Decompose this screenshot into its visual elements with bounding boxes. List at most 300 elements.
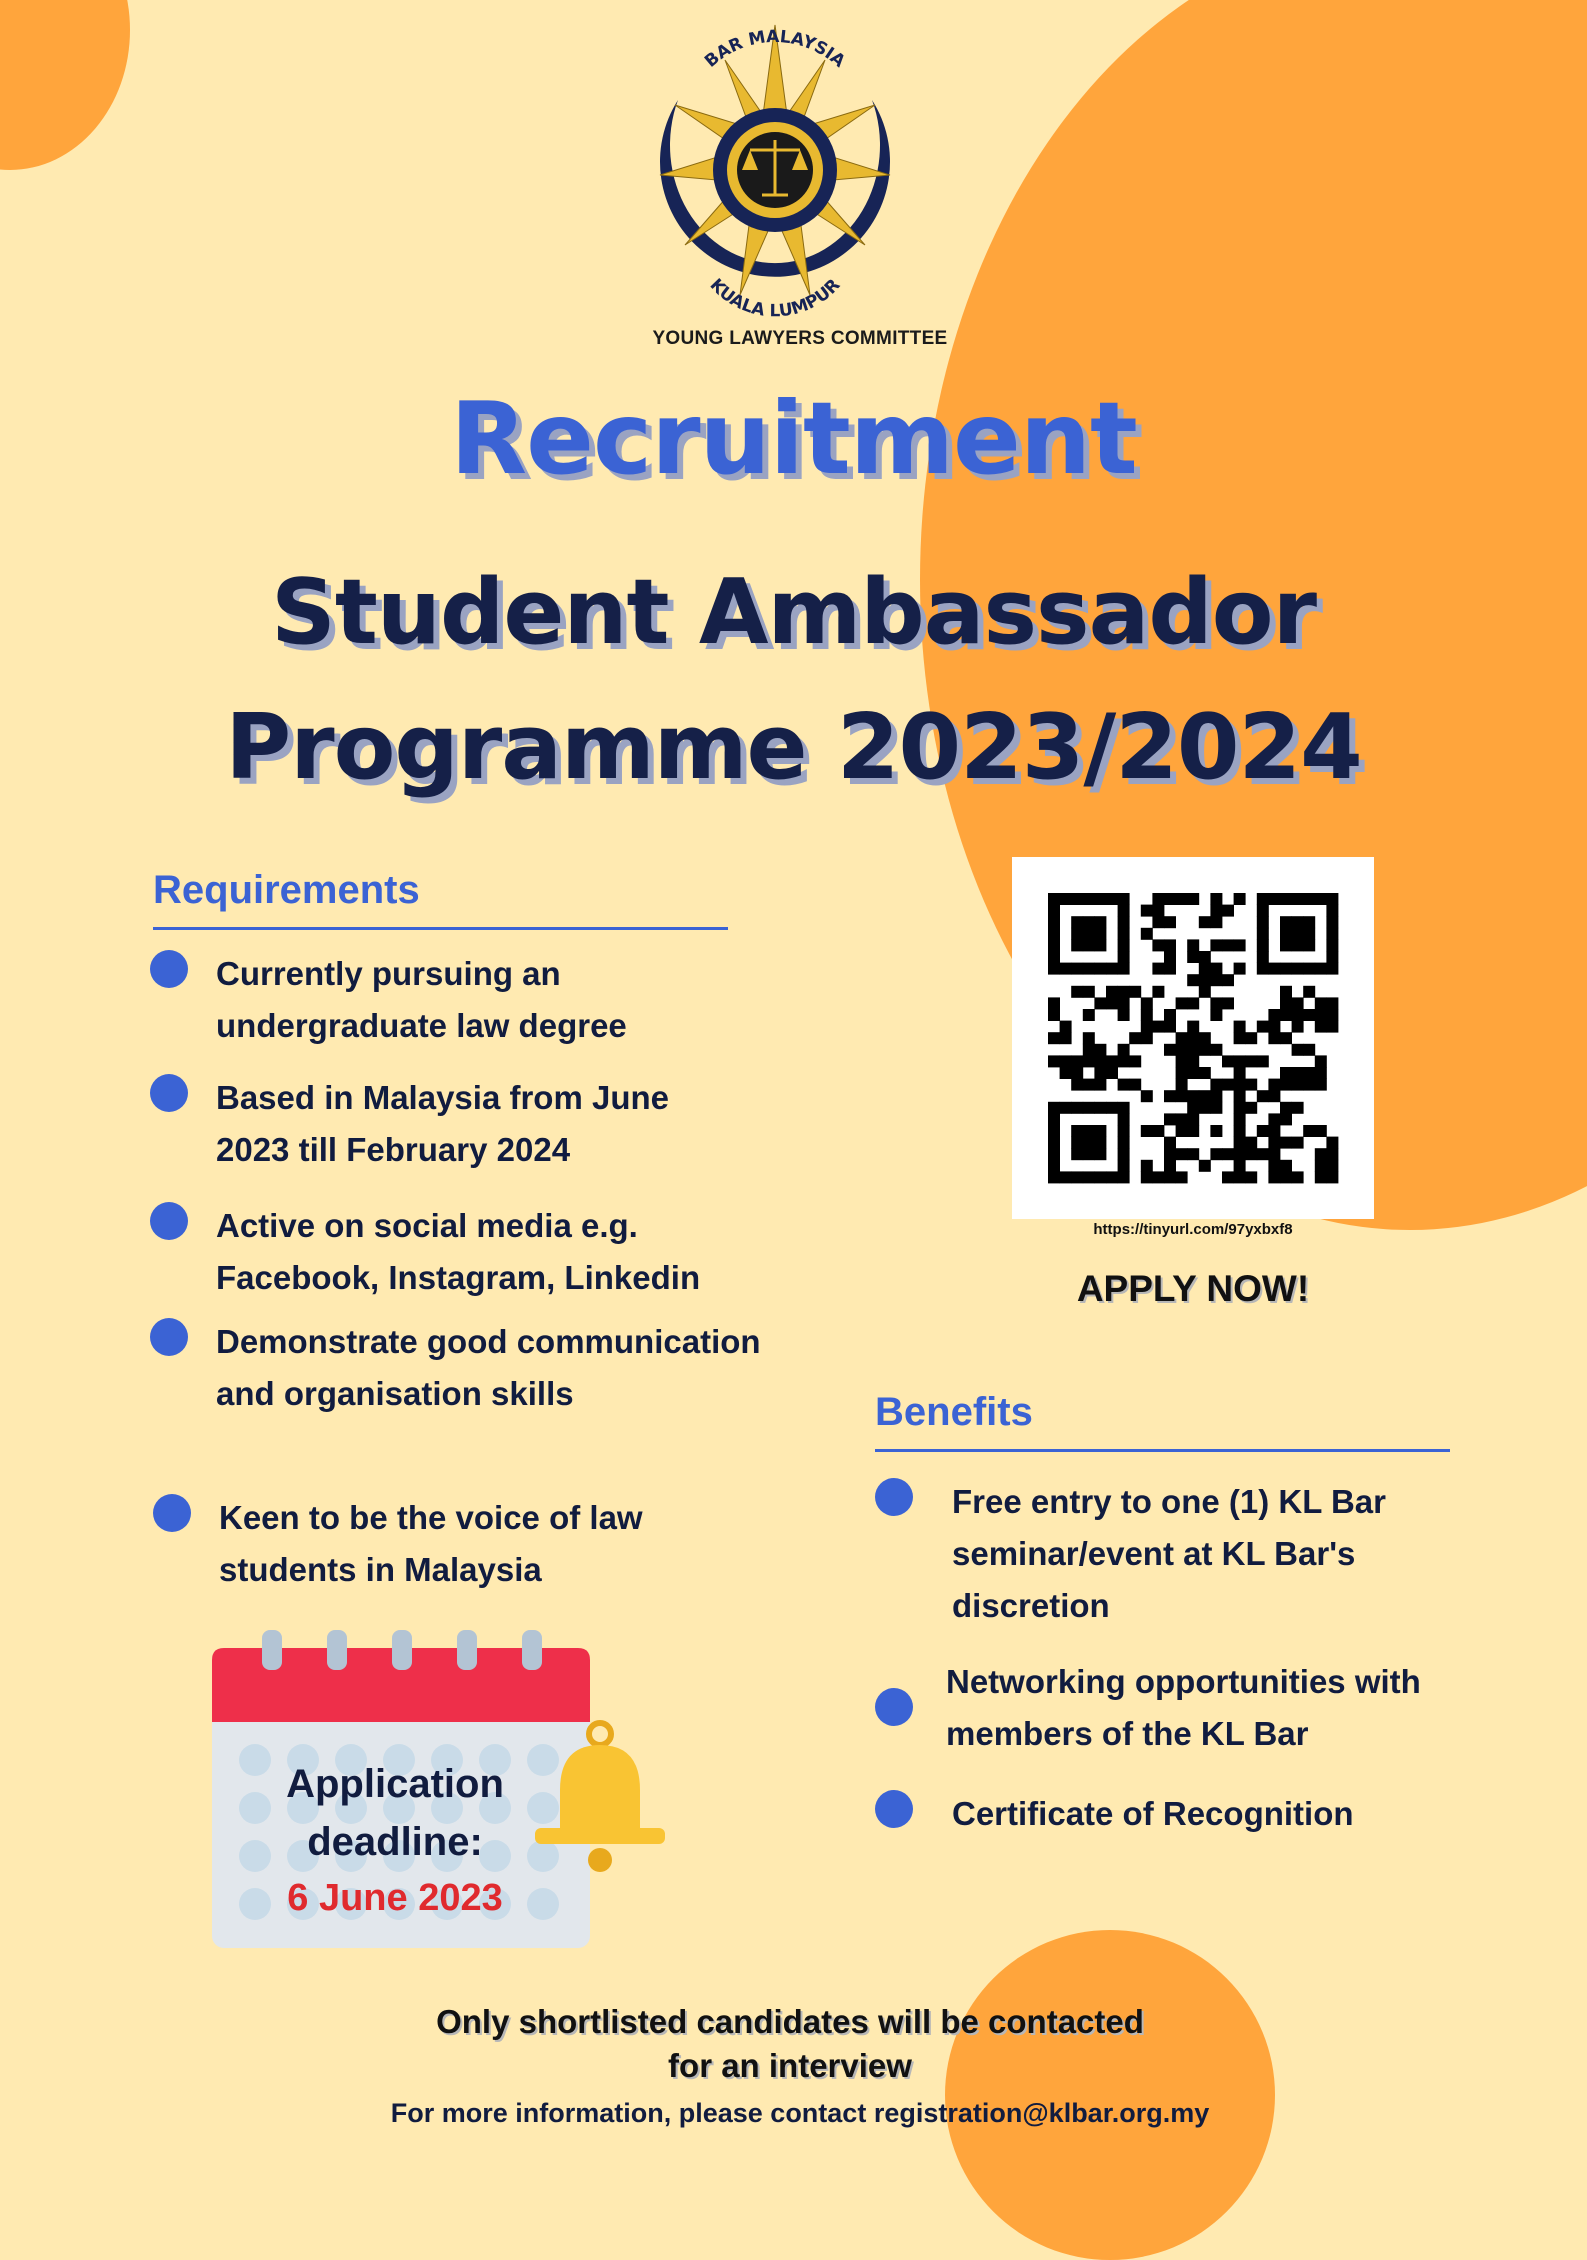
qr-module (1118, 1137, 1130, 1149)
qr-module (1326, 916, 1338, 928)
qr-module (1234, 1160, 1246, 1172)
qr-module (1083, 1009, 1095, 1021)
qr-module (1257, 928, 1269, 940)
qr-module (1280, 1160, 1292, 1172)
qr-module (1118, 1079, 1130, 1091)
qr-module (1094, 1079, 1106, 1091)
qr-module (1152, 1125, 1164, 1137)
qr-module (1083, 1044, 1095, 1056)
qr-module (1164, 939, 1176, 951)
qr-module (1234, 1113, 1246, 1125)
qr-module (1083, 1125, 1095, 1137)
qr-module (1048, 916, 1060, 928)
qr-module (1268, 1113, 1280, 1125)
qr-module (1083, 1055, 1095, 1067)
qr-module (1152, 905, 1164, 917)
qr-module (1199, 986, 1211, 998)
qr-module (1315, 1055, 1327, 1067)
qr-module (1210, 905, 1222, 917)
qr-module (1083, 1032, 1095, 1044)
qr-module (1083, 963, 1095, 975)
qr-module (1292, 1079, 1304, 1091)
qr-module (1234, 1021, 1246, 1033)
qr-module (1187, 1148, 1199, 1160)
qr-module (1292, 1021, 1304, 1033)
qr-module (1118, 997, 1130, 1009)
qr-module (1129, 1032, 1141, 1044)
qr-module (1176, 1044, 1188, 1056)
qr-module (1083, 1171, 1095, 1183)
qr-module (1292, 939, 1304, 951)
qr-module (1257, 1055, 1269, 1067)
qr-module (1164, 1021, 1176, 1033)
qr-module (1048, 1148, 1060, 1160)
qr-module (1071, 986, 1083, 998)
qr-module (1118, 928, 1130, 940)
qr-module (1292, 1067, 1304, 1079)
qr-module (1210, 974, 1222, 986)
qr-module (1268, 1160, 1280, 1172)
qr-module (1060, 1067, 1072, 1079)
decor-circle-bottom (945, 1930, 1275, 2260)
qr-module (1048, 1102, 1060, 1114)
qr-module (1106, 963, 1118, 975)
benefit-text: Free entry to one (1) KL Bar seminar/event at KL Bar's discretion (952, 1483, 1386, 1624)
qr-module (1245, 1032, 1257, 1044)
bar-malaysia-logo (650, 20, 900, 320)
qr-module (1280, 1067, 1292, 1079)
qr-module (1303, 893, 1315, 905)
qr-module (1164, 1160, 1176, 1172)
qr-module (1292, 1102, 1304, 1114)
qr-module (1245, 1148, 1257, 1160)
qr-module (1210, 1044, 1222, 1056)
qr-module (1141, 997, 1153, 1009)
qr-module (1083, 893, 1095, 905)
qr-module (1292, 1171, 1304, 1183)
qr-module (1141, 1032, 1153, 1044)
qr-module (1083, 928, 1095, 940)
qr-module (1106, 1067, 1118, 1079)
qr-module (1118, 1171, 1130, 1183)
qr-module (1141, 1125, 1153, 1137)
qr-module (1234, 1125, 1246, 1137)
qr-module (1315, 1009, 1327, 1021)
qr-module (1210, 893, 1222, 905)
bullet-dot (875, 1688, 913, 1726)
qr-module (1129, 1055, 1141, 1067)
qr-module (1257, 1021, 1269, 1033)
qr-module (1071, 893, 1083, 905)
qr-module (1210, 1148, 1222, 1160)
qr-module (1222, 1148, 1234, 1160)
bullet-dot (153, 1494, 191, 1532)
qr-module (1326, 997, 1338, 1009)
qr-module (1292, 893, 1304, 905)
qr-module (1234, 1171, 1246, 1183)
qr-module (1152, 1171, 1164, 1183)
qr-module (1326, 951, 1338, 963)
title-recruitment: Recruitment (450, 380, 1137, 497)
qr-module (1245, 1055, 1257, 1067)
qr-code-panel[interactable] (1012, 857, 1374, 1219)
qr-module (1164, 963, 1176, 975)
requirement-text: Demonstrate good communication and organisation skills (216, 1323, 761, 1412)
qr-module (1303, 1125, 1315, 1137)
title-line-3: Programme 2023/2024 (225, 695, 1362, 800)
qr-module (1280, 963, 1292, 975)
qr-module (1326, 1160, 1338, 1172)
qr-module (1048, 1055, 1060, 1067)
qr-module (1199, 951, 1211, 963)
qr-module (1094, 1102, 1106, 1114)
qr-module (1176, 1090, 1188, 1102)
deadline-label: Application deadline: (286, 1762, 504, 1864)
qr-module (1071, 1067, 1083, 1079)
requirements-underline (153, 927, 728, 930)
qr-module (1280, 1102, 1292, 1114)
bullet-dot (875, 1478, 913, 1516)
qr-module (1071, 916, 1083, 928)
qr-module (1118, 1044, 1130, 1056)
qr-module (1326, 893, 1338, 905)
qr-module (1187, 1044, 1199, 1056)
qr-module (1106, 997, 1118, 1009)
qr-module (1245, 1171, 1257, 1183)
qr-module (1303, 928, 1315, 940)
bullet-dot (150, 950, 188, 988)
qr-module (1118, 951, 1130, 963)
qr-module (1303, 1067, 1315, 1079)
qr-module (1118, 893, 1130, 905)
qr-module (1268, 1171, 1280, 1183)
qr-module (1234, 1032, 1246, 1044)
qr-module (1141, 1160, 1153, 1172)
qr-module (1176, 1171, 1188, 1183)
qr-module (1094, 893, 1106, 905)
logo-top-text: BAR MALAYSIA (701, 26, 849, 72)
qr-module (1060, 893, 1072, 905)
qr-module (1222, 939, 1234, 951)
qr-module (1048, 893, 1060, 905)
qr-module (1106, 1055, 1118, 1067)
qr-module (1303, 1079, 1315, 1091)
qr-module (1268, 1032, 1280, 1044)
qr-module (1141, 928, 1153, 940)
qr-module (1268, 1125, 1280, 1137)
qr-module (1083, 916, 1095, 928)
qr-module (1187, 1067, 1199, 1079)
qr-module (1303, 963, 1315, 975)
benefit-text: Networking opportunities with members of the KL Bar (946, 1663, 1421, 1752)
qr-module (1118, 1009, 1130, 1021)
qr-module (1292, 997, 1304, 1009)
qr-module (1257, 1125, 1269, 1137)
qr-module (1176, 1148, 1188, 1160)
qr-module (1176, 1079, 1188, 1091)
qr-module (1048, 1009, 1060, 1021)
qr-module (1106, 1171, 1118, 1183)
qr-module (1199, 1102, 1211, 1114)
qr-module (1071, 928, 1083, 940)
qr-module (1187, 1090, 1199, 1102)
qr-module (1164, 1171, 1176, 1183)
qr-module (1094, 928, 1106, 940)
qr-module (1234, 1090, 1246, 1102)
qr-module (1176, 893, 1188, 905)
qr-module (1048, 951, 1060, 963)
benefits-underline (875, 1449, 1450, 1452)
qr-url[interactable]: https://tinyurl.com/97yxbxf8 (1093, 1221, 1293, 1238)
qr-module (1280, 1009, 1292, 1021)
qr-module (1268, 1021, 1280, 1033)
qr-module (1245, 1079, 1257, 1091)
qr-module (1210, 939, 1222, 951)
qr-module (1048, 1032, 1060, 1044)
qr-module (1106, 893, 1118, 905)
qr-module (1315, 893, 1327, 905)
qr-module (1152, 939, 1164, 951)
qr-module (1071, 939, 1083, 951)
qr-module (1083, 986, 1095, 998)
qr-module (1280, 986, 1292, 998)
qr-module (1222, 997, 1234, 1009)
qr-module (1118, 986, 1130, 998)
qr-module (1268, 1148, 1280, 1160)
qr-module (1083, 1079, 1095, 1091)
qr-module (1222, 974, 1234, 986)
qr-module (1048, 1171, 1060, 1183)
requirement-text: Based in Malaysia from June 2023 till February 2024 (216, 1079, 669, 1168)
qr-module (1292, 1044, 1304, 1056)
qr-module (1176, 1055, 1188, 1067)
qr-module (1315, 1148, 1327, 1160)
qr-module (1268, 893, 1280, 905)
bullet-dot (150, 1318, 188, 1356)
decor-circle-top-left (0, 0, 130, 170)
qr-module (1094, 1055, 1106, 1067)
qr-module (1257, 916, 1269, 928)
bell-icon (530, 1720, 670, 1880)
qr-module (1234, 1079, 1246, 1091)
qr-module (1118, 939, 1130, 951)
qr-module (1060, 1032, 1072, 1044)
qr-module (1280, 997, 1292, 1009)
qr-module (1048, 997, 1060, 1009)
qr-module (1094, 1137, 1106, 1149)
qr-module (1199, 1067, 1211, 1079)
qr-module (1141, 1021, 1153, 1033)
qr-module (1152, 986, 1164, 998)
qr-module (1141, 905, 1153, 917)
qr-module (1083, 1102, 1095, 1114)
qr-code-icon[interactable] (1012, 857, 1374, 1219)
qr-module (1280, 1171, 1292, 1183)
qr-module (1257, 963, 1269, 975)
requirement-text: Keen to be the voice of law students in Malaysia (219, 1499, 643, 1588)
qr-module (1210, 1090, 1222, 1102)
qr-module (1071, 963, 1083, 975)
qr-module (1199, 1160, 1211, 1172)
qr-module (1048, 1113, 1060, 1125)
qr-module (1326, 928, 1338, 940)
qr-module (1210, 1125, 1222, 1137)
qr-module (1326, 905, 1338, 917)
qr-module (1071, 1137, 1083, 1149)
qr-module (1083, 1137, 1095, 1149)
qr-module (1268, 1079, 1280, 1091)
qr-module (1152, 893, 1164, 905)
qr-module (1280, 916, 1292, 928)
contact-info: For more information, please contact registration@klbar.org.my (390, 2098, 1210, 2128)
qr-module (1210, 997, 1222, 1009)
qr-module (1234, 893, 1246, 905)
qr-module (1187, 939, 1199, 951)
qr-module (1060, 1171, 1072, 1183)
qr-module (1315, 1067, 1327, 1079)
qr-module (1292, 928, 1304, 940)
qr-module (1048, 963, 1060, 975)
apply-now-text: APPLY NOW! (1076, 1268, 1310, 1309)
requirements-heading: Requirements (153, 868, 420, 912)
shortlist-note: Only shortlisted candidates will be contacted for an interview (436, 2003, 1144, 2084)
qr-module (1118, 1102, 1130, 1114)
qr-module (1060, 1055, 1072, 1067)
qr-module (1315, 1171, 1327, 1183)
qr-module (1164, 893, 1176, 905)
qr-module (1257, 1090, 1269, 1102)
qr-module (1187, 997, 1199, 1009)
qr-module (1268, 1090, 1280, 1102)
qr-module (1141, 1090, 1153, 1102)
qr-module (1187, 1102, 1199, 1114)
committee-name: YOUNG LAWYERS COMMITTEE (652, 328, 948, 349)
qr-module (1268, 1137, 1280, 1149)
qr-module (1199, 963, 1211, 975)
qr-module (1280, 1113, 1292, 1125)
qr-module (1292, 963, 1304, 975)
qr-module (1199, 974, 1211, 986)
qr-module (1094, 1148, 1106, 1160)
qr-module (1222, 1055, 1234, 1067)
qr-module (1060, 1102, 1072, 1114)
title-line-2: Student Ambassador (271, 560, 1316, 665)
qr-module (1187, 1113, 1199, 1125)
qr-module (1141, 1171, 1153, 1183)
qr-module (1187, 1032, 1199, 1044)
qr-module (1048, 1137, 1060, 1149)
qr-module (1315, 1160, 1327, 1172)
qr-module (1326, 963, 1338, 975)
qr-module (1176, 997, 1188, 1009)
qr-module (1280, 939, 1292, 951)
qr-module (1118, 1055, 1130, 1067)
qr-module (1094, 997, 1106, 1009)
qr-module (1118, 1113, 1130, 1125)
qr-module (1106, 986, 1118, 998)
qr-module (1164, 1090, 1176, 1102)
qr-module (1234, 1137, 1246, 1149)
qr-module (1176, 1032, 1188, 1044)
qr-module (1326, 1009, 1338, 1021)
qr-module (1187, 1021, 1199, 1033)
qr-module (1141, 1009, 1153, 1021)
qr-module (1326, 1148, 1338, 1160)
svg-text:KUALA LUMPUR (706, 275, 845, 320)
qr-module (1129, 1079, 1141, 1091)
qr-module (1199, 1044, 1211, 1056)
qr-module (1094, 1044, 1106, 1056)
qr-module (1210, 963, 1222, 975)
qr-module (1303, 1009, 1315, 1021)
qr-module (1234, 1148, 1246, 1160)
bullet-dot (150, 1202, 188, 1240)
qr-module (1303, 1044, 1315, 1056)
qr-module (1118, 916, 1130, 928)
qr-module (1326, 1171, 1338, 1183)
qr-module (1048, 928, 1060, 940)
requirement-text: Currently pursuing an undergraduate law degree (216, 955, 627, 1044)
qr-module (1106, 1102, 1118, 1114)
qr-module (1315, 1079, 1327, 1091)
qr-module (1071, 1125, 1083, 1137)
deadline-date: 6 June 2023 (287, 1877, 503, 1919)
qr-module (1268, 1009, 1280, 1021)
qr-module (1280, 928, 1292, 940)
qr-module (1222, 1171, 1234, 1183)
qr-module (1222, 905, 1234, 917)
qr-module (1199, 916, 1211, 928)
qr-module (1187, 1125, 1199, 1137)
qr-module (1280, 1079, 1292, 1091)
requirement-text: Active on social media e.g. Facebook, Instagram, Linkedin (216, 1207, 701, 1296)
qr-module (1315, 1021, 1327, 1033)
qr-module (1176, 1125, 1188, 1137)
qr-module (1280, 1137, 1292, 1149)
benefit-text: Certificate of Recognition (952, 1795, 1354, 1832)
qr-module (1152, 963, 1164, 975)
qr-module (1118, 905, 1130, 917)
qr-module (1234, 1067, 1246, 1079)
qr-module (1187, 951, 1199, 963)
qr-module (1048, 1160, 1060, 1172)
qr-module (1083, 1148, 1095, 1160)
qr-module (1164, 1113, 1176, 1125)
qr-module (1234, 1102, 1246, 1114)
qr-module (1152, 1021, 1164, 1033)
qr-module (1060, 1021, 1072, 1033)
qr-module (1118, 1160, 1130, 1172)
qr-module (1280, 1032, 1292, 1044)
qr-module (1199, 1090, 1211, 1102)
qr-module (1280, 893, 1292, 905)
qr-module (1152, 916, 1164, 928)
qr-module (1303, 916, 1315, 928)
qr-module (1048, 939, 1060, 951)
bullet-dot (150, 1074, 188, 1112)
qr-module (1257, 893, 1269, 905)
qr-module (1292, 1009, 1304, 1021)
qr-module (1048, 1125, 1060, 1137)
qr-module (1071, 1102, 1083, 1114)
qr-module (1257, 1148, 1269, 1160)
qr-module (1210, 1079, 1222, 1091)
qr-module (1245, 1102, 1257, 1114)
qr-module (1257, 951, 1269, 963)
bullet-dot (875, 1790, 913, 1828)
qr-module (1060, 963, 1072, 975)
qr-module (1222, 1079, 1234, 1091)
